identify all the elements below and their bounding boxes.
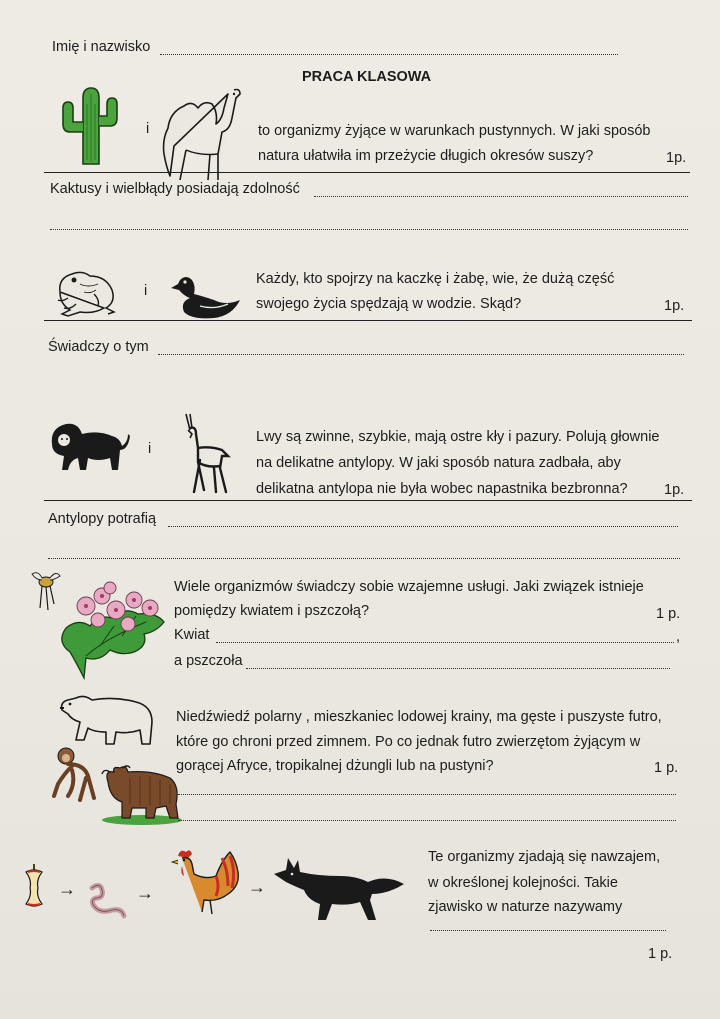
q2-line1: Każdy, kto spojrzy na kaczkę i żabę, wie, że dużą część (256, 271, 615, 287)
q1-points: 1p. (666, 150, 687, 166)
q5-points: 1 p. (654, 760, 679, 776)
q2-points: 1p. (664, 298, 685, 314)
q2-divider (44, 320, 692, 321)
q5-line2: które go chroni przed zimnem. Po co jednak futro zwierzętom żyjącym w (176, 734, 641, 750)
q5-answer-line-2[interactable] (178, 820, 676, 821)
q3-line2: na delikatne antylopy. W jaki sposób natura zadbała, aby (256, 455, 621, 471)
chain-arrow-1: → (58, 879, 76, 899)
q4-answer1-prompt: Kwiat (174, 627, 210, 643)
q6-line3: zjawisko w naturze nazywamy (428, 899, 623, 915)
q2-answer-line[interactable] (158, 354, 684, 355)
q6-line1: Te organizmy zjadają się nawzajem, (428, 849, 661, 865)
camel-icon (156, 84, 244, 184)
name-label: Imię i nazwisko (52, 39, 151, 55)
rooster-icon (166, 846, 240, 918)
polar-bear-icon (58, 692, 156, 748)
q3-line3: delikatna antylopa nie była wobec napastnika bezbronna? (256, 481, 628, 497)
q1-answer-prompt: Kaktusy i wielbłądy posiadają zdolność (50, 181, 300, 197)
q5-line3: gorącej Afryce, tropikalnej dżungli lub na pustyni? (176, 758, 494, 774)
chain-arrow-2: → (136, 883, 154, 903)
bee-icon (24, 568, 64, 612)
q4-answer2-line[interactable] (246, 668, 670, 669)
q3-answer-prompt: Antylopy potrafią (48, 511, 157, 527)
frog-icon (54, 264, 120, 320)
cactus-icon (58, 84, 124, 166)
q1-divider (44, 172, 690, 173)
q1-line2: natura ułatwiła im przeżycie długich okresów suszy? (258, 148, 594, 164)
fox-icon (272, 854, 406, 924)
worm-icon (88, 880, 128, 920)
q2-line2: swojego życia spędzają w wodzie. Skąd? (256, 296, 522, 312)
antelope-icon (176, 412, 234, 494)
q4-answer1-end: , (676, 629, 681, 645)
q1-answer-line-2[interactable] (50, 229, 688, 230)
q2-answer-prompt: Świadczy o tym (48, 339, 149, 355)
q6-answer-line[interactable] (430, 930, 666, 931)
q2-connector: i (144, 283, 148, 299)
name-field[interactable] (160, 54, 618, 55)
q4-line2: pomiędzy kwiatem i pszczołą? (174, 603, 370, 619)
q1-line1: to organizmy żyjące w warunkach pustynnych. W jaki sposób (258, 123, 651, 139)
q5-answer-line-1[interactable] (178, 794, 676, 795)
q1-answer-line-1[interactable] (314, 196, 688, 197)
q3-divider (44, 500, 692, 501)
q3-line1: Lwy są zwinne, szybkie, mają ostre kły i pazury. Polują głownie (256, 429, 660, 445)
q3-answer-line-1[interactable] (168, 526, 678, 527)
monkey-icon (50, 744, 100, 802)
q4-points: 1 p. (656, 606, 681, 622)
q3-connector: i (148, 441, 152, 457)
q3-points: 1p. (664, 482, 685, 498)
apple-core-icon (20, 862, 48, 912)
q6-points: 1 p. (648, 946, 673, 962)
duck-icon (170, 270, 242, 322)
q4-line1: Wiele organizmów świadczy sobie wzajemne usługi. Jaki związek istnieje (174, 579, 644, 595)
q4-answer2-prompt: a pszczoła (174, 653, 243, 669)
q6-line2: w określonej kolejności. Takie (428, 875, 618, 891)
page-title: PRACA KLASOWA (302, 69, 432, 85)
q4-answer1-line[interactable] (216, 642, 674, 643)
q5-line1: Niedźwiedź polarny , mieszkaniec lodowej krainy, ma gęste i puszyste futro, (176, 709, 662, 725)
q3-answer-line-2[interactable] (48, 558, 680, 559)
lion-icon (48, 420, 130, 474)
q1-connector: i (146, 121, 150, 137)
yak-icon (100, 764, 184, 826)
chain-arrow-3: → (248, 877, 266, 897)
